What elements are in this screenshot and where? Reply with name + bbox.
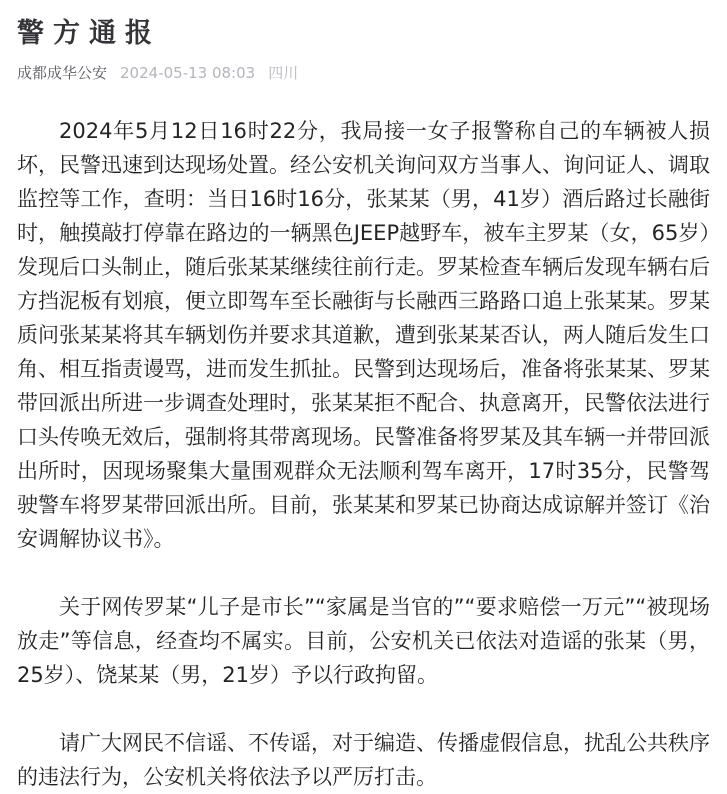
page-title: 警方通报: [17, 18, 161, 49]
publish-region: 四川: [268, 64, 299, 82]
notice-paragraph-rumor: 关于网传罗某“儿子是市长”“家属是当官的”“要求赔偿一万元”“被现场放走”等信息，经查均不属实。目前，公安机关已依法对造谣的张某（男，25岁）、饶某某（男，21岁）予以行政拘留。: [17, 595, 710, 687]
byline: [17, 63, 710, 83]
publish-timestamp: 2024-05-13 08:03: [120, 64, 256, 82]
publisher-name[interactable]: 成都成华公安: [17, 64, 108, 82]
article-body: [17, 114, 710, 794]
notice-paragraph-incident: 2024年5月12日16时22分，我局接一女子报警称自己的车辆被人损坏，民警迅速到达现场处置。经公安机关询问双方当事人、询问证人、调取监控等工作，查明：当日16时16分，张某某（男，41岁）酒后路过长融街时，触摸敲打停靠在路边的一辆黑色JEEP越野车，被车主罗某（女，65岁）发现后口头制止，随后张某某继续往前行走。罗某检查车辆后发现车辆右后方挡泥板有划痕，便立即驾车至长融街与长融西三路路口追上张某某。罗某质问张某某将其车辆划伤并要求其道歉，遭到张某某否认，两人随后发生口角、相互指责谩骂，进而发生抓扯。民警到达现场后，准备将张某某、罗某带回派出所进一步调查处理时，张某某拒不配合、执意离开，民警依法进行口头传唤无效后，强制将其带离现场。民警准备将罗某及其车辆一并带回派出所时，因现场聚集大量围观群众无法顺利驾车离开，17时35分，民警驾驶警车将罗某带回派出所。目前，张某某和罗某已协商达成谅解并签订《治安调解协议书》。: [17, 119, 710, 551]
notice-paragraph-warning: 请广大网民不信谣、不传谣，对于编造、传播虚假信息，扰乱公共秩序的违法行为，公安机关将依法予以严厉打击。: [17, 731, 710, 789]
